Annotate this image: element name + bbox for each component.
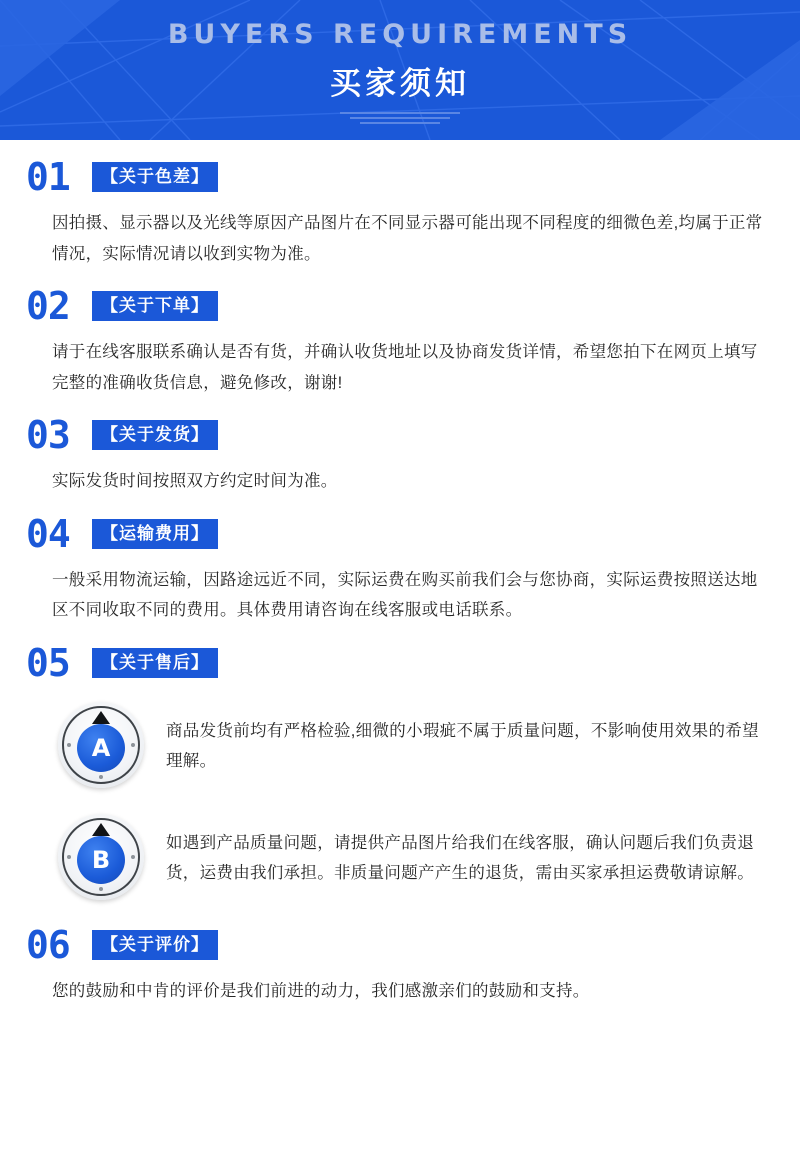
section-header (26, 511, 774, 556)
section-shipping (26, 413, 774, 497)
badge-marker-icon (58, 702, 144, 788)
badge-dot-icon (99, 887, 103, 891)
after-sales-bullets (26, 702, 774, 900)
section-header (26, 155, 774, 199)
section-tag: 【关于评价】 (92, 930, 218, 960)
section-number: 04 (26, 511, 70, 556)
section-number: 02 (26, 284, 70, 329)
section-header (26, 413, 774, 458)
badge-dot-icon (67, 855, 71, 859)
section-ordering (26, 284, 774, 398)
section-tag: 【运输费用】 (92, 519, 218, 549)
triangle-up-icon (92, 823, 110, 836)
section-color-difference (26, 155, 774, 269)
badge-letter: B (77, 836, 125, 884)
section-body: 一般采用物流运输，因路途远近不同，实际运费在购买前我们会与您协商，实际运费按照送达地区不同收取不同的费用。具体费用请咨询在线客服或电话联系。 (52, 570, 758, 620)
section-tag: 【关于售后】 (92, 648, 218, 678)
section-body: 您的鼓励和中肯的评价是我们前进的动力，我们感激亲们的鼓励和支持。 (52, 981, 590, 1000)
section-number: 06 (26, 922, 70, 967)
badge-dot-icon (67, 743, 71, 747)
badge-dot-icon (99, 775, 103, 779)
section-header (26, 284, 774, 329)
section-number: 05 (26, 640, 70, 685)
section-number: 03 (26, 413, 70, 458)
banner-underline-dashes (340, 112, 460, 124)
bullet-text: 如遇到产品质量问题，请提供产品图片给我们在线客服，确认问题后我们负责退货，运费由我们承担。非质量问题产产生的退货，需由买家承担运费敬请谅解。 (166, 833, 754, 883)
banner-title-cn: 买家须知 (330, 65, 470, 101)
banner-title-en: BUYERS REQUIREMENTS (167, 18, 633, 50)
section-body: 因拍摄、显示器以及光线等原因产品图片在不同显示器可能出现不同程度的细微色差,均属于正常情况，实际情况请以收到实物为准。 (52, 214, 763, 263)
badge-marker-icon (58, 814, 144, 900)
page-banner (0, 0, 800, 140)
section-freight-cost (26, 511, 774, 626)
section-header (26, 922, 774, 967)
section-body: 请于在线客服联系确认是否有货，并确认收货地址以及协商发货详情，希望您拍下在网页上填写完整的准确收货信息，避免修改，谢谢! (52, 343, 758, 392)
badge-dot-icon (131, 855, 135, 859)
section-number: 01 (26, 155, 70, 199)
badge-dot-icon (131, 743, 135, 747)
section-tag: 【关于发货】 (92, 420, 218, 450)
section-after-sales (26, 640, 774, 900)
triangle-up-icon (92, 711, 110, 724)
bullet-text: 商品发货前均有严格检验,细微的小瑕疵不属于质量问题，不影响使用效果的希望理解。 (166, 721, 759, 771)
list-item (26, 814, 774, 900)
requirements-content (0, 155, 800, 1006)
section-header (26, 640, 774, 685)
list-item (26, 702, 774, 788)
section-body: 实际发货时间按照双方约定时间为准。 (52, 472, 338, 491)
section-tag: 【关于下单】 (92, 291, 218, 321)
section-review (26, 922, 774, 1007)
section-tag: 【关于色差】 (92, 162, 218, 192)
badge-letter: A (77, 724, 125, 772)
